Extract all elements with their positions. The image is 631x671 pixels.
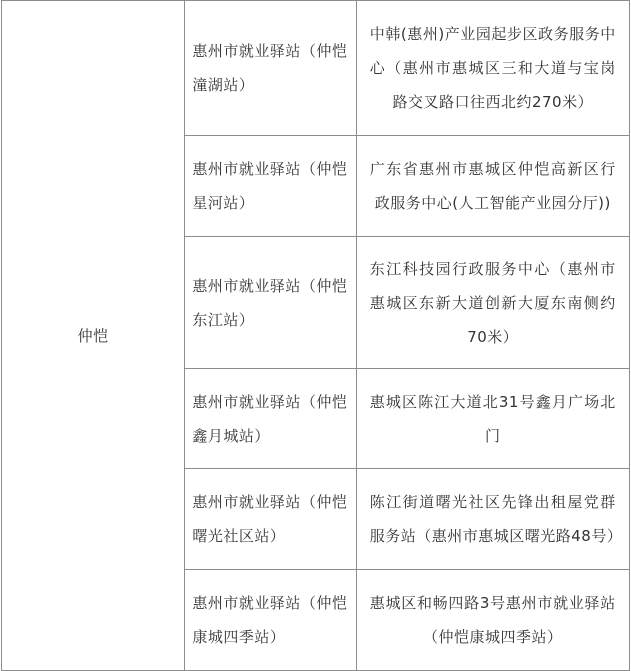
address-cell	[356, 136, 629, 237]
address-cell	[356, 570, 629, 671]
station-address: 中韩(惠州)产业园起步区政务服务中心（惠州市惠城区三和大道与宝岗路交叉路口往西北约270米）	[369, 25, 616, 111]
address-cell	[356, 369, 629, 469]
station-address: 陈江街道曙光社区先锋出租屋党群服务站（惠州市惠城区曙光路48号）	[369, 493, 623, 545]
district-cell	[2, 1, 185, 671]
station-cell	[185, 136, 356, 237]
address-cell	[356, 469, 629, 570]
station-name: 惠州市就业驿站（仲恺星河站）	[192, 160, 348, 212]
station-address: 惠城区和畅四路3号惠州市就业驿站（仲恺康城四季站）	[369, 594, 616, 646]
table-row	[2, 1, 630, 136]
address-cell	[356, 237, 629, 369]
station-name: 惠州市就业驿站（仲恺东江站）	[192, 276, 348, 329]
station-cell	[185, 570, 356, 671]
station-cell	[185, 369, 356, 469]
station-name: 惠州市就业驿站（仲恺鑫月城站）	[192, 392, 348, 445]
station-cell	[185, 1, 356, 136]
station-address: 广东省惠州市惠城区仲恺高新区行政服务中心(人工智能产业园分厅))	[369, 160, 616, 212]
district-label: 仲恺	[77, 326, 109, 345]
station-address: 惠城区陈江大道北31号鑫月广场北门	[369, 392, 616, 445]
address-cell	[356, 1, 629, 136]
employment-stations-table	[1, 0, 630, 671]
station-cell	[185, 469, 356, 570]
station-name: 惠州市就业驿站（仲恺曙光社区站）	[192, 493, 348, 545]
station-name: 惠州市就业驿站（仲恺潼湖站）	[192, 42, 348, 94]
station-address: 东江科技园行政服务中心（惠州市惠城区东新大道创新大厦东南侧约70米）	[369, 259, 616, 346]
station-cell	[185, 237, 356, 369]
station-name: 惠州市就业驿站（仲恺康城四季站）	[192, 594, 348, 646]
